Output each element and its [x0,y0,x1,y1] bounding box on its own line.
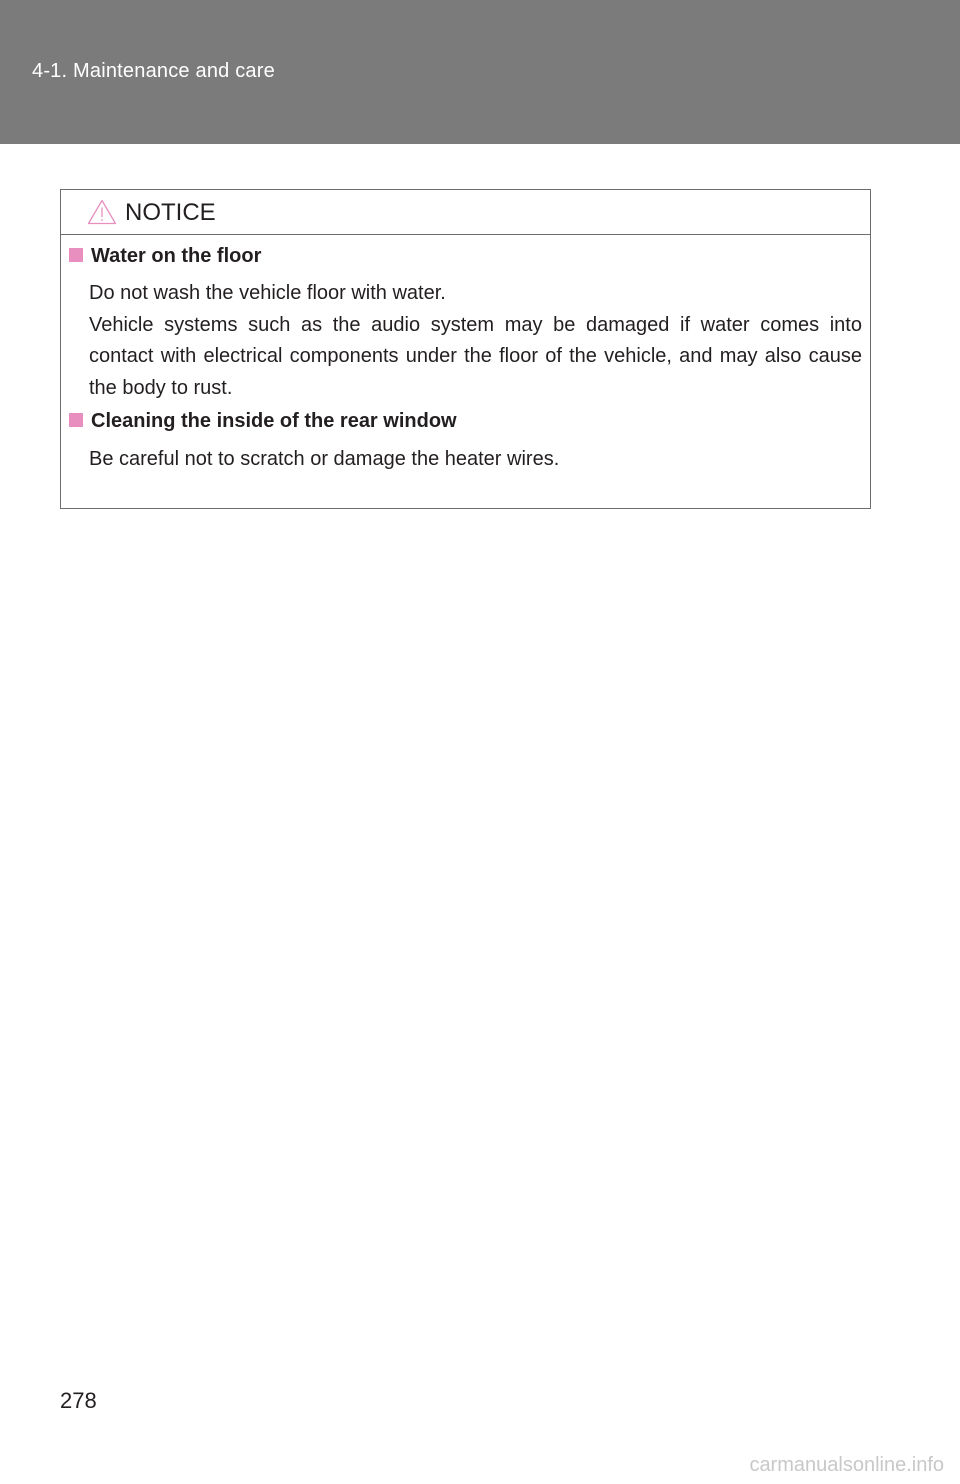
text-line: Be careful not to scratch or damage the heater wires. [89,448,560,470]
item-heading-text: Cleaning the inside of the rear window [91,410,457,432]
notice-box [60,189,871,509]
section-title: 4-1. Maintenance and care [32,60,275,82]
text-line: Vehicle systems such as the audio system may be damaged if water comes into contact with electrical components under the floor of the vehicle, and may also cause the body to rust. [89,313,862,399]
item-text-water-floor [89,278,862,404]
page-header [0,0,960,144]
text-line: Do not wash the vehicle floor with water. [89,282,446,304]
item-heading-rear-window [69,410,457,433]
watermark: carmanualsonline.info [749,1454,944,1476]
page-number: 278 [60,1388,97,1413]
item-text-rear-window [89,444,862,476]
item-heading-water-floor [69,245,261,268]
warning-triangle-icon [87,199,117,225]
square-bullet-icon [69,248,83,262]
item-heading-text: Water on the floor [91,245,262,267]
square-bullet-icon [69,413,83,427]
notice-header [61,190,870,235]
notice-label: NOTICE [125,199,216,226]
